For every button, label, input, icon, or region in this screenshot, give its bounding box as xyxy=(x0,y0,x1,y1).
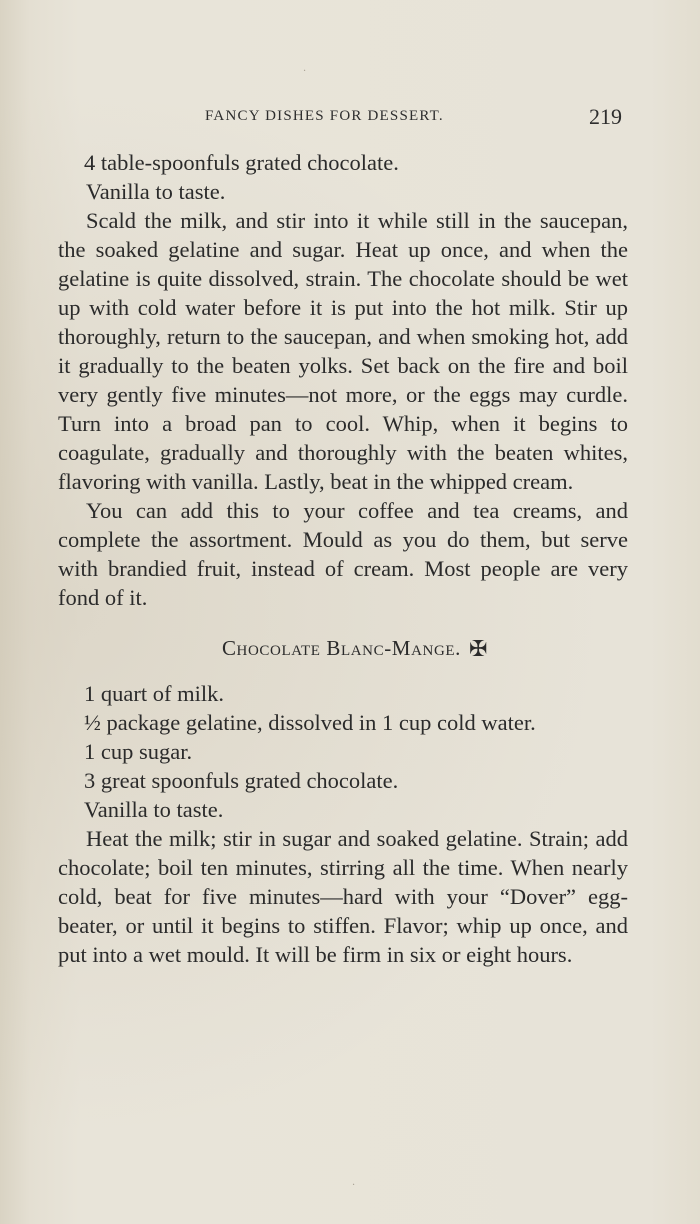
recipe2-method: Heat the milk; stir in sugar and soaked gelatine. Strain; add chocolate; boil ten minutes, stirring all the time. When nearly cold, beat for five minutes—hard with your “Dover” egg-beater, or until it begins to stiffen. Flavor; whip up once, and put into a wet mould. It will be firm in six or eight hours. xyxy=(58,826,628,967)
page-header xyxy=(0,104,700,138)
running-head: FANCY DISHES FOR DESSERT. xyxy=(205,108,444,124)
page-body xyxy=(58,148,628,969)
ingredient-line: ½ package gelatine, dissolved in 1 cup cold water. xyxy=(84,710,536,735)
paper-speck: · xyxy=(303,66,307,77)
ingredient-line: 3 great spoonfuls grated chocolate. xyxy=(84,768,399,793)
ingredient-line: Vanilla to taste. xyxy=(86,179,226,204)
recipe1-note: You can add this to your coffee and tea creams, and complete the assortment. Mould as you do them, but serve with brandied fruit, instead of cream. Most people are very fond of it. xyxy=(58,498,628,610)
ingredient-line: Vanilla to taste. xyxy=(84,797,224,822)
page-number: 219 xyxy=(589,104,622,129)
ingredient-line: 4 table-spoonfuls grated chocolate. xyxy=(84,150,399,175)
recipe1-ingredient-list xyxy=(58,148,628,206)
ingredient-line: 1 quart of milk. xyxy=(84,681,224,706)
recipe2-title-row xyxy=(58,634,628,663)
cross-pattee-icon: ✠ xyxy=(469,636,489,661)
recipe1-method: Scald the milk, and stir into it while still in the saucepan, the soaked gelatine and sugar. Heat up once, and when the gelatine is quite dissolved, strain. The chocolate should be wet up with cold water before it is put into the hot milk. Stir up thoroughly, return to the saucepan, and when smoking hot, add it gradually to the beaten yolks. Set back on the fire and boil very gently five minutes—not more, or the eggs may curdle. Turn into a broad pan to cool. Whip, when it begins to coagulate, gradually and thoroughly with the beaten whites, flavoring with vanilla. Lastly, beat in the whipped cream. xyxy=(58,208,628,494)
recipe2-title: Chocolate Blanc-Mange. xyxy=(221,636,461,660)
recipe2-ingredient-list xyxy=(58,679,628,824)
ingredient-line: 1 cup sugar. xyxy=(84,739,193,764)
paper-speck: · xyxy=(352,1180,356,1191)
